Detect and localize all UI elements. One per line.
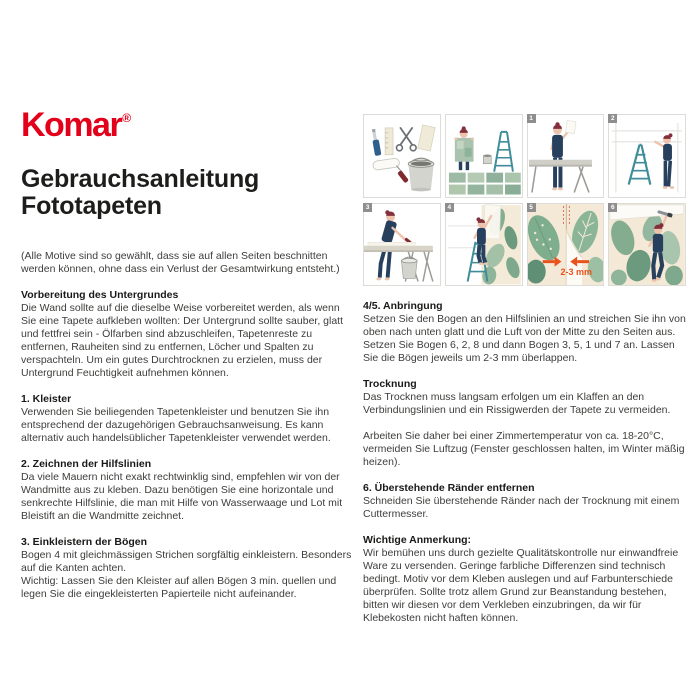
left-column bbox=[21, 289, 357, 614]
komar-logo bbox=[21, 108, 131, 142]
section-anbringung bbox=[363, 300, 687, 365]
section-vorbereitung bbox=[21, 289, 357, 380]
step-1-icon bbox=[528, 115, 604, 197]
page-title bbox=[21, 166, 259, 220]
step-badge: 2 bbox=[608, 114, 617, 123]
illustration-grid bbox=[363, 114, 686, 286]
tools-illustration bbox=[363, 114, 441, 198]
section-anmerkung bbox=[363, 534, 687, 625]
section-heading: Vorbereitung des Untergrundes bbox=[21, 289, 179, 301]
intro-note: (Alle Motive sind so gewählt, dass sie auf allen Seiten beschnitten werden können, ohne dass ein Verlust der Gesamtwirkung entsteht.) bbox=[21, 249, 340, 275]
section-heading: 1. Kleister bbox=[21, 393, 72, 405]
new-sheet bbox=[484, 204, 501, 238]
section-heading: 6. Überstehende Ränder entfernen bbox=[363, 482, 535, 494]
section-hilfslinien bbox=[21, 458, 357, 523]
step-3-pasting-illustration bbox=[363, 203, 441, 287]
section-raender-entfernen bbox=[363, 482, 687, 521]
section-einkleistern bbox=[21, 536, 357, 601]
step-2-icon bbox=[609, 115, 685, 197]
section-heading: 2. Zeichnen der Hilfslinien bbox=[21, 458, 152, 470]
tools-icon bbox=[364, 115, 440, 197]
step-2-guidelines-illustration bbox=[608, 114, 686, 198]
section-paragraph: Wir bemühen uns durch gezielte Qualitätskontrolle nur einwandfreie Ware zu versenden. Geringe farbliche Differenzen sind technisch bedingt. Motiv vor dem Kleben auslegen und auf Farbunterschiede überprüfen. Sollte trotz allem Grund zur Beanstandung bestehen, bitten wir diesen vor dem Verkleben einzubringen, da wir für Klebekosten nicht haften können. bbox=[363, 547, 679, 624]
paste-bucket-icon bbox=[401, 257, 417, 278]
title-line-2: Fototapeten bbox=[21, 192, 162, 220]
motif-layout-icon bbox=[446, 115, 522, 197]
section-paragraph: Verwenden Sie beiliegenden Tapetenkleister und benutzen Sie ihn entsprechend der dazugehörigen Gebrauchsanweisung. Es kann alternativ auch handelsüblicher Tapetenkleister verwendet werden. bbox=[21, 406, 331, 444]
overlap-measure-label: 2-3 mm bbox=[560, 266, 593, 277]
step-badge: 1 bbox=[527, 114, 536, 123]
section-heading: Wichtige Anmerkung: bbox=[363, 534, 472, 546]
title-line-1: Gebrauchsanleitung bbox=[21, 165, 260, 193]
bucket-icon bbox=[408, 158, 434, 191]
section-heading: 4/5. Anbringung bbox=[363, 300, 443, 312]
step-5-overlap-illustration bbox=[527, 203, 605, 287]
section-heading: 3. Einkleistern der Bögen bbox=[21, 536, 148, 548]
section-heading: Trocknung bbox=[363, 378, 417, 390]
section-paragraph: Das Trocknen muss langsam erfolgen um ein Klaffen an den Verbindungslinien und ein Rissigwerden der Tapete zu vermeiden. bbox=[363, 391, 671, 416]
step-badge: 4 bbox=[445, 203, 454, 212]
motif-layout-illustration bbox=[445, 114, 523, 198]
step-badge: 3 bbox=[363, 203, 372, 212]
step-badge: 5 bbox=[527, 203, 536, 212]
step-4-hanging-illustration bbox=[445, 203, 523, 287]
step-6-icon bbox=[609, 204, 685, 286]
section-paragraph: Die Wand sollte auf die dieselbe Weise vorbereitet werden, als wenn Sie eine Tapete aufkleben wollten: Der Untergrund sollte sauber, glatt und fettfrei sein - Ölfarben sind abzuschleifen, Tapetenreste zu entfernen, Rauheiten sind zu entfernen, Löcher und Spalten zu verspachteln. Um ein gutes Durchtrocknen zu erzielen, muss der Untergrund Feuchtigkeit aufnehmen können. bbox=[21, 302, 344, 379]
logo-text: Komar bbox=[21, 106, 122, 144]
step-6-trimming-illustration bbox=[608, 203, 686, 287]
right-column bbox=[363, 300, 687, 638]
section-kleister bbox=[21, 393, 357, 445]
section-paragraph: Bogen 4 mit gleichmässigen Strichen sorgfältig einkleistern. Besonders auf die Kanten achten. bbox=[21, 549, 352, 574]
step-1-table-illustration bbox=[527, 114, 605, 198]
section-paragraph: Wichtig: Lassen Sie den Kleister auf allen Bögen 3 min. quellen und legen Sie die eingekleisterten Papierteile nicht aufeinander. bbox=[21, 575, 337, 600]
section-paragraph: Schneiden Sie überstehende Ränder nach der Trocknung mit einem Cuttermesser. bbox=[363, 495, 680, 520]
step-3-icon bbox=[364, 204, 440, 286]
section-trocknung bbox=[363, 378, 687, 469]
registered-mark-icon: ® bbox=[122, 111, 132, 125]
step-4-icon bbox=[446, 204, 522, 286]
small-bucket-icon bbox=[483, 155, 491, 164]
section-paragraph: Da viele Mauern nicht exakt rechtwinklig sind, empfehlen wir von der Wandmitte aus zu kleben. Dazu benötigen Sie eine horizontale und senkrechte Hilfslinie, die man mit Hilfe von Wasserwaage und Lot mit Bleistift an die Wandmitte zeichnet. bbox=[21, 471, 343, 522]
folding-rule-icon bbox=[385, 128, 393, 155]
section-paragraph: Setzen Sie den Bogen an den Hilfslinien an und streichen Sie ihn von oben nach unten glatt und die Luft von der Mitte zu den Seiten aus. Setzen Sie Bogen 6, 2, 8 und dann Bogen 3, 5, 1 und 7 an. Lassen Sie die Bögen jeweils um 2-3 mm überlappen. bbox=[363, 313, 686, 364]
section-paragraph: Arbeiten Sie daher bei einer Zimmertemperatur von ca. 18-20°C, vermeiden Sie Luftzug (Fenster geschlossen halten, im Winter mäßig heizen). bbox=[363, 430, 685, 468]
step-badge: 6 bbox=[608, 203, 617, 212]
